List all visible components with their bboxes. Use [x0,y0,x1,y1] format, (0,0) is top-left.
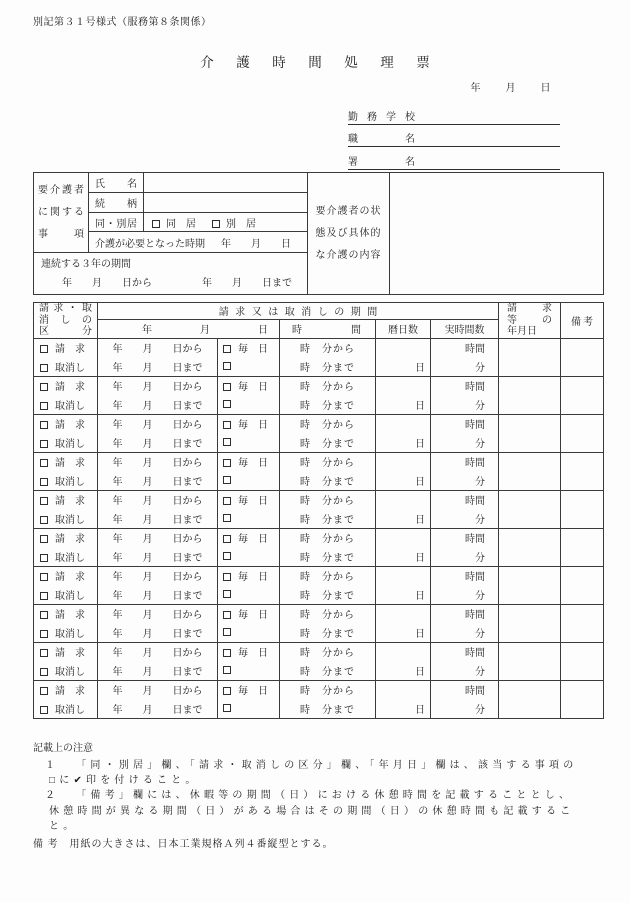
hours-unit-cell[interactable]: 時間 [431,604,499,623]
remarks-cell[interactable] [561,338,604,357]
living-label-cell: 同・別居 [89,213,144,232]
hours-unit-cell[interactable]: 時間 [431,566,499,585]
days-unit-cell[interactable]: 日 [376,661,431,680]
time-to-cell[interactable]: 時 分まで [280,433,376,452]
claim-row [34,376,604,395]
note-item-1-cont: □に✔印を付けること。 [49,775,200,787]
calendar-days-cell[interactable] [376,490,431,509]
claim-date-cell[interactable] [499,528,561,547]
date-from-cell[interactable]: 年 月 日から [98,680,218,699]
claim-checkbox[interactable] [40,383,48,391]
minutes-unit-cell[interactable]: 分 [431,585,499,604]
calendar-days-header: 暦日数 [376,319,431,338]
page-title: 介 護 時 間 処 理 票 [200,55,435,70]
claim-checkbox[interactable] [40,459,48,467]
calendar-days-cell[interactable] [376,642,431,661]
time-from-cell[interactable]: 時 分から [280,376,376,395]
every-day-cell: 毎 日 [218,604,280,623]
date-to-cell[interactable]: 年 月 日まで [98,433,218,452]
claim-row [34,566,604,585]
claim-checkbox[interactable] [40,687,48,695]
cancel-checkbox[interactable] [40,668,48,676]
time-subheader: 時 間 [280,319,376,338]
cancel-row [34,509,604,528]
non-daily-checkbox[interactable] [223,704,231,712]
every-day-cell: 毎 日 [218,566,280,585]
school-label: 勤務学校 [348,111,415,123]
remarks-cell[interactable] [561,528,604,547]
claim-category-cell: 請 求 [34,452,98,471]
claim-date-cell[interactable] [499,452,561,471]
claim-row [34,414,604,433]
remarks-cell[interactable] [561,452,604,471]
claim-date-cell[interactable] [499,338,561,357]
remarks-cell[interactable] [561,433,604,452]
time-to-cell[interactable]: 時 分まで [280,509,376,528]
claim-date-cell[interactable] [499,623,561,642]
every-day-cell: 毎 日 [218,414,280,433]
remarks-cell[interactable] [561,357,604,376]
time-to-cell[interactable]: 時 分まで [280,395,376,414]
daily-checkbox[interactable] [223,421,231,429]
note-item-2-cont2: と。 [49,820,78,832]
claim-category-cell: 請 求 [34,414,98,433]
claim-date-cell[interactable] [499,604,561,623]
daily-checkbox[interactable] [223,459,231,467]
non-daily-checkbox[interactable] [223,514,231,522]
note-item-2-cont: 休憩時間が異なる期間（日）がある場合はその期間（日）の休憩時間も記載するこ [49,805,575,817]
cancel-row [34,623,604,642]
date-to-cell[interactable]: 年 月 日まで [98,699,218,718]
daily-checkbox[interactable] [223,535,231,543]
cancel-checkbox[interactable] [40,478,48,486]
time-to-cell[interactable]: 時 分まで [280,699,376,718]
cancel-row [34,433,604,452]
remarks-cell[interactable] [561,642,604,661]
claim-checkbox[interactable] [40,497,48,505]
date-from-cell[interactable]: 年 月 日から [98,604,218,623]
cancel-checkbox[interactable] [40,364,48,372]
cancel-row [34,547,604,566]
claim-category-cell: 請 求 [34,490,98,509]
date-from-cell[interactable]: 年 月 日から [98,528,218,547]
remarks-cell[interactable] [561,680,604,699]
hours-unit-cell[interactable]: 時間 [431,452,499,471]
cancel-checkbox[interactable] [40,516,48,524]
claim-row [34,338,604,357]
minutes-unit-cell[interactable]: 分 [431,547,499,566]
daily-checkbox[interactable] [223,649,231,657]
calendar-days-cell[interactable] [376,680,431,699]
daily-checkbox[interactable] [223,345,231,353]
care-recipient-table [33,172,604,295]
non-daily-checkbox[interactable] [223,590,231,598]
calendar-days-cell[interactable] [376,338,431,357]
claim-table-body [34,338,604,718]
days-unit-cell[interactable]: 日 [376,357,431,376]
claim-date-cell[interactable] [499,509,561,528]
cancel-category-cell: 取消し [34,509,98,528]
relation-label-cell: 続柄 [89,193,144,213]
hours-unit-cell[interactable]: 時間 [431,642,499,661]
cancel-row [34,395,604,414]
cancel-checkbox[interactable] [40,554,48,562]
cancel-row [34,585,604,604]
claim-row [34,604,604,623]
days-unit-cell[interactable]: 日 [376,585,431,604]
cancel-category-cell: 取消し [34,661,98,680]
every-day-cell: 毎 日 [218,528,280,547]
every-day-cell: 毎 日 [218,490,280,509]
time-from-cell[interactable]: 時 分から [280,528,376,547]
time-to-cell[interactable]: 時 分まで [280,471,376,490]
days-unit-cell[interactable]: 日 [376,623,431,642]
claim-checkbox[interactable] [40,421,48,429]
signature-field-school [348,102,560,125]
claim-checkbox[interactable] [40,649,48,657]
living-separately-checkbox[interactable] [212,220,220,228]
signature-input-line[interactable] [415,147,560,169]
days-unit-cell[interactable]: 日 [376,509,431,528]
remarks-cell[interactable] [561,395,604,414]
hours-unit-cell[interactable]: 時間 [431,338,499,357]
remarks-header: 備考 [561,303,604,339]
claim-checkbox[interactable] [40,535,48,543]
claim-category-cell: 請 求 [34,642,98,661]
non-daily-checkbox[interactable] [223,438,231,446]
claim-row [34,452,604,471]
actual-hours-header: 実時間数 [431,319,499,338]
claim-checkbox[interactable] [40,345,48,353]
minutes-unit-cell[interactable]: 分 [431,395,499,414]
date-to-cell[interactable]: 年 月 日まで [98,661,218,680]
daily-checkbox[interactable] [223,687,231,695]
time-to-cell[interactable]: 時 分まで [280,661,376,680]
non-daily-checkbox[interactable] [223,552,231,560]
daily-checkbox[interactable] [223,383,231,391]
relation-input-cell[interactable] [144,193,308,213]
notes-section [33,741,611,852]
minutes-unit-cell[interactable]: 分 [431,623,499,642]
remarks-cell[interactable] [561,547,604,566]
cancel-category-cell: 取消し [34,623,98,642]
claim-date-cell[interactable] [499,357,561,376]
claim-date-cell[interactable] [499,395,561,414]
care-section-label: 要介護者 に関する 事項 [34,173,89,253]
three-year-period-cell[interactable]: 連続する３年の期間 年 月 日から 年 月 日まで [34,253,308,295]
claim-date-cell[interactable] [499,414,561,433]
cancel-checkbox[interactable] [40,706,48,714]
position-label: 職名 [348,134,415,145]
claim-category-cell: 請 求 [34,528,98,547]
remarks-cell[interactable] [561,604,604,623]
remarks-cell[interactable] [561,566,604,585]
cancel-checkbox[interactable] [40,630,48,638]
minutes-unit-cell[interactable]: 分 [431,433,499,452]
claim-row [34,642,604,661]
signature-label: 署名 [348,156,415,168]
every-day-cell: 毎 日 [218,642,280,661]
claim-date-cell[interactable] [499,490,561,509]
claim-table [33,302,604,719]
notes-heading: 記載上の注意 [33,743,93,754]
remarks-cell[interactable] [561,623,604,642]
calendar-days-cell[interactable] [376,452,431,471]
claim-category-cell: 請 求 [34,566,98,585]
calendar-days-cell[interactable] [376,566,431,585]
remarks-cell[interactable] [561,699,604,718]
cancel-checkbox[interactable] [40,402,48,410]
claim-row [34,490,604,509]
time-from-cell[interactable]: 時 分から [280,566,376,585]
daily-checkbox[interactable] [223,497,231,505]
time-from-cell[interactable]: 時 分から [280,680,376,699]
date-from-cell[interactable]: 年 月 日から [98,376,218,395]
date-from-cell[interactable]: 年 月 日から [98,490,218,509]
period-header: 請求又は取消しの期間 [98,303,499,320]
claim-date-cell[interactable] [499,585,561,604]
daily-checkbox[interactable] [223,611,231,619]
living-options-cell: 同 居 別 居 [144,213,308,232]
cancel-row [34,471,604,490]
calendar-days-cell[interactable] [376,528,431,547]
cancel-category-cell: 取消し [34,395,98,414]
hours-unit-cell[interactable]: 時間 [431,528,499,547]
days-unit-cell[interactable]: 日 [376,699,431,718]
hours-unit-cell[interactable]: 時間 [431,414,499,433]
date-to-cell[interactable]: 年 月 日まで [98,547,218,566]
time-from-cell[interactable]: 時 分から [280,452,376,471]
condition-input-cell[interactable] [390,173,604,295]
form-number: 別記第３１号様式（服務第８条関係） [33,17,212,28]
claim-date-cell[interactable] [499,547,561,566]
minutes-unit-cell[interactable]: 分 [431,661,499,680]
claim-date-cell[interactable] [499,661,561,680]
signature-field-signature [348,147,560,170]
claim-date-cell[interactable] [499,566,561,585]
date-to-cell[interactable]: 年 月 日まで [98,623,218,642]
time-from-cell[interactable]: 時 分から [280,338,376,357]
minutes-unit-cell[interactable]: 分 [431,471,499,490]
hours-unit-cell[interactable]: 時間 [431,490,499,509]
minutes-unit-cell[interactable]: 分 [431,699,499,718]
non-daily-cell [218,623,280,642]
remarks-cell[interactable] [561,509,604,528]
days-unit-cell[interactable]: 日 [376,433,431,452]
cancel-row [34,357,604,376]
signature-block [348,102,560,170]
every-day-cell: 毎 日 [218,452,280,471]
claim-category-cell: 請 求 [34,680,98,699]
cancel-category-cell: 取消し [34,433,98,452]
claim-row [34,528,604,547]
claim-date-cell[interactable] [499,699,561,718]
date-to-cell[interactable]: 年 月 日まで [98,357,218,376]
non-daily-cell [218,585,280,604]
claim-date-cell[interactable] [499,433,561,452]
living-together-checkbox[interactable] [152,220,160,228]
signature-field-position [348,125,560,148]
time-to-cell[interactable]: 時 分まで [280,547,376,566]
hours-unit-cell[interactable]: 時間 [431,376,499,395]
cancel-category-cell: 取消し [34,585,98,604]
days-unit-cell[interactable]: 日 [376,547,431,566]
time-to-cell[interactable]: 時 分まで [280,623,376,642]
time-from-cell[interactable]: 時 分から [280,642,376,661]
remarks-cell[interactable] [561,585,604,604]
non-daily-cell [218,395,280,414]
time-to-cell[interactable]: 時 分まで [280,357,376,376]
calendar-days-cell[interactable] [376,376,431,395]
date-from-cell[interactable]: 年 月 日から [98,566,218,585]
cancel-category-cell: 取消し [34,471,98,490]
calendar-days-cell[interactable] [376,414,431,433]
remarks-cell[interactable] [561,490,604,509]
non-daily-checkbox[interactable] [223,628,231,636]
minutes-unit-cell[interactable]: 分 [431,357,499,376]
care-need-date-cell[interactable]: 介護が必要となった時期 年 月 日 [89,232,308,253]
daily-checkbox[interactable] [223,573,231,581]
remarks-cell[interactable] [561,471,604,490]
non-daily-cell [218,661,280,680]
claim-date-cell[interactable] [499,471,561,490]
cancel-category-cell: 取消し [34,357,98,376]
date-to-cell[interactable]: 年 月 日まで [98,509,218,528]
time-from-cell[interactable]: 時 分から [280,490,376,509]
date-subheader: 年 月 日 [98,319,280,338]
calendar-days-cell[interactable] [376,604,431,623]
claim-category-cell: 請 求 [34,376,98,395]
date-from-cell[interactable]: 年 月 日から [98,338,218,357]
note-item-1: １ 「同・別居」欄、「請求・取消しの区分」欄、「年月日」欄は、該当する事項の [45,760,578,771]
date-from-cell[interactable]: 年 月 日から [98,452,218,471]
days-unit-cell[interactable]: 日 [376,471,431,490]
claim-date-header: 請求 等の 年月日 [499,303,561,339]
hours-unit-cell[interactable]: 時間 [431,680,499,699]
non-daily-checkbox[interactable] [223,666,231,674]
cancel-category-cell: 取消し [34,699,98,718]
time-to-cell[interactable]: 時 分まで [280,585,376,604]
claim-date-cell[interactable] [499,376,561,395]
claim-date-cell[interactable] [499,642,561,661]
cancel-category-cell: 取消し [34,547,98,566]
remarks-cell[interactable] [561,376,604,395]
date-to-cell[interactable]: 年 月 日まで [98,471,218,490]
cancel-checkbox[interactable] [40,592,48,600]
cancel-checkbox[interactable] [40,440,48,448]
remarks-cell[interactable] [561,414,604,433]
every-day-cell: 毎 日 [218,376,280,395]
name-label-cell: 氏名 [89,173,144,193]
name-input-cell[interactable] [144,173,308,193]
note-item-2: ２ 「備考」欄には、休暇等の期間（日）における休憩時間を記載することとし、 [45,790,574,802]
claim-category-cell: 請 求 [34,604,98,623]
cancel-row [34,661,604,680]
non-daily-checkbox[interactable] [223,476,231,484]
category-header: 請求・取 消しの 区分 [34,303,98,339]
non-daily-checkbox[interactable] [223,362,231,370]
claim-row [34,680,604,699]
date-from-cell[interactable]: 年 月 日から [98,414,218,433]
date-line: 年 月 日 [470,83,558,94]
minutes-unit-cell[interactable]: 分 [431,509,499,528]
date-to-cell[interactable]: 年 月 日まで [98,585,218,604]
non-daily-cell [218,509,280,528]
non-daily-cell [218,699,280,718]
claim-checkbox[interactable] [40,611,48,619]
school-input-line[interactable] [415,102,560,124]
time-from-cell[interactable]: 時 分から [280,414,376,433]
claim-category-cell: 請 求 [34,338,98,357]
days-unit-cell[interactable]: 日 [376,395,431,414]
time-from-cell[interactable]: 時 分から [280,604,376,623]
position-input-line[interactable] [415,125,560,147]
non-daily-cell [218,433,280,452]
date-to-cell[interactable]: 年 月 日まで [98,395,218,414]
every-day-cell: 毎 日 [218,338,280,357]
every-day-cell: 毎 日 [218,680,280,699]
cancel-row [34,699,604,718]
remarks-cell[interactable] [561,661,604,680]
non-daily-checkbox[interactable] [223,400,231,408]
date-from-cell[interactable]: 年 月 日から [98,642,218,661]
paper-size-remark: 備 考 用紙の大きさは、日本工業規格Ａ列４番縦型とする。 [33,839,334,851]
non-daily-cell [218,471,280,490]
non-daily-cell [218,547,280,566]
claim-checkbox[interactable] [40,573,48,581]
condition-label: 要介護者の状 態及び具体的 な介護の内容 [308,173,390,295]
non-daily-cell [218,357,280,376]
claim-date-cell[interactable] [499,680,561,699]
